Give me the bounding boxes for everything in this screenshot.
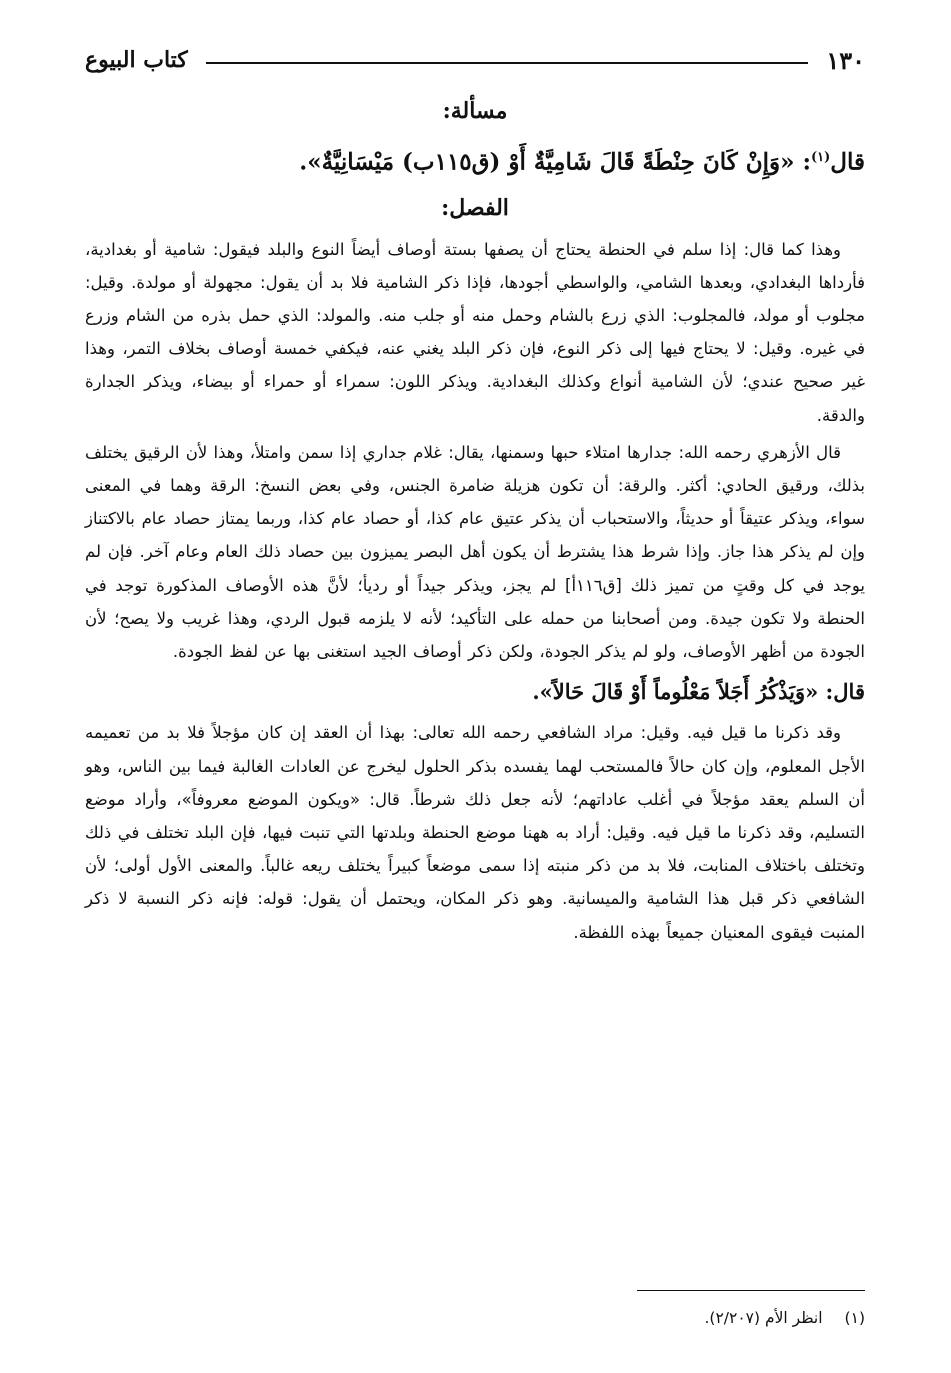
paragraph-1: وهذا كما قال: إذا سلم في الحنطة يحتاج أن يصفها بستة أوصاف أيضاً النوع والبلد فيقول: شامية أو بغدادية، فأرداها البغدادي، وبعدها الشامي، والواسطي أجودها، فإذا ذكر الشامية فلا بد أن يقول: مجهولة أو مولدة. وقيل: مجلوب أو مولد، فالمجلوب: الذي زرع بالشام وحمل منه أو جلب منه. والمولد: الذي حمل بذره من الشام وزرع في غيره. وقيل: لا يحتاج فيها إلى ذكر النوع، فإن ذكر البلد يغني عنه، فيكفي خمسة أوصاف بخلاف التمر، وهذا غير صحيح عندي؛ لأن الشامية أنواع وكذلك البغدادية. ويذكر اللون: سمراء أو حمراء أو بيضاء، ويذكر الجدارة والدقة. (85, 239, 865, 425)
mas-ala-heading: مسألة: (442, 98, 508, 124)
book-title: كتاب البيوع (85, 47, 188, 73)
footnote-number: (١) (844, 1309, 865, 1327)
matn-statement (85, 136, 865, 185)
matn-text: : «وَإِنْ كَانَ حِنْطَةً قَالَ شَامِيَّةٌ أَوْ (ق١١٥ب) مَيْسَانِيَّةٌ». (299, 148, 811, 176)
fasl-heading: الفصل: (441, 194, 509, 221)
page-content (85, 88, 865, 953)
paragraph-2: قال الأزهري رحمه الله: جدارها امتلاء حبها وسمنها، يقال: غلام جداري إذا سمن وامتلأ، وهذا لأن الرقيق يختلف بذلك، ورقيق الحادي: أكثر. والرقة: أن تكون هزيلة ضامرة الجنس، وفي بعض النسخ: الرقة وهما في المعنى سواء، ويذكر عتيقاً أو حديثاً، والاستحباب أن يذكر عتيق عام كذا، أو حصاد عام كذا، وربما يمتاز حصاد عام بالاكتناز وإن لم يذكر هذا جاز. وإذا شرط هذا يشترط أن يكون أهل البصر يميزون بين حصاد ذلك العام وعام آخر. فإن لم يوجد في كل وقتٍ من تميز ذلك [ق١١٦أ] لم يجز، ويذكر جيداً أو رديأ؛ لأنَّ هذه الأوصاف المذكورة توجد في الحنطة ولا تكون جيدة. ومن أصحابنا من حمله على التأكيد؛ لأنه لا يلزمه قبول الردي، وهذا غريب ولا يصح؛ لأن الجودة من أظهر الأوصاف، ولو لم يذكر الجودة، ولكن ذكر أوصاف الجيد استغنى بها عن لفظ الجودة. (85, 442, 865, 662)
page-header (85, 40, 865, 80)
footnote-rule (637, 1290, 865, 1291)
footnote-text: انظر الأم (٢/٢٠٧). (704, 1309, 823, 1327)
footnote (465, 1305, 865, 1331)
matn-qal-line: قال: «وَيَذْكُرُ أَجَلاً مَعْلُوماً أَوْ قَالَ حَالاً». (532, 679, 865, 705)
page-number: ١٣٠ (826, 45, 865, 75)
paragraph-3: وقد ذكرنا ما قيل فيه. وقيل: مراد الشافعي رحمه الله تعالى: بهذا أن العقد إن كان مؤجلاً فلا بد من تعميمه الأجل المعلوم، وإن كان حالاً فالمستحب لهما يفسده بذكر الحلول ليخرج عن العادات الغالبة فيما بين الناس، وهو أن السلم يعقد مؤجلاً في أغلب عاداتهم؛ لأنه جعل ذلك شرطاً. قال: «ويكون الموضع معروفاً»، وأراد موضع التسليم، وقد ذكرنا ما قيل فيه. وقيل: أراد به ههنا موضع الحنطة وبلدتها التي تنبت فيها، فإن البلد تختلف في ذلك وتختلف باختلاف المنابت، فلا بد من ذكر منبته إذا سمى موضعاً كبيراً يختلف ريعه غالباً. والمعنى الأول أولى؛ لأن الشافعي ذكر قبل هذا الشامية والميسانية. وهو ذكر المكان، ويحتمل أن يقول: قوله: فإنه ذكر النسبة لا ذكر المنبت فيقوى المعنيان جميعاً بهذه اللفظة. (85, 723, 865, 942)
footnote-ref: (١) (810, 150, 831, 165)
header-rule (206, 62, 809, 64)
matn-qal: قال (830, 148, 865, 176)
